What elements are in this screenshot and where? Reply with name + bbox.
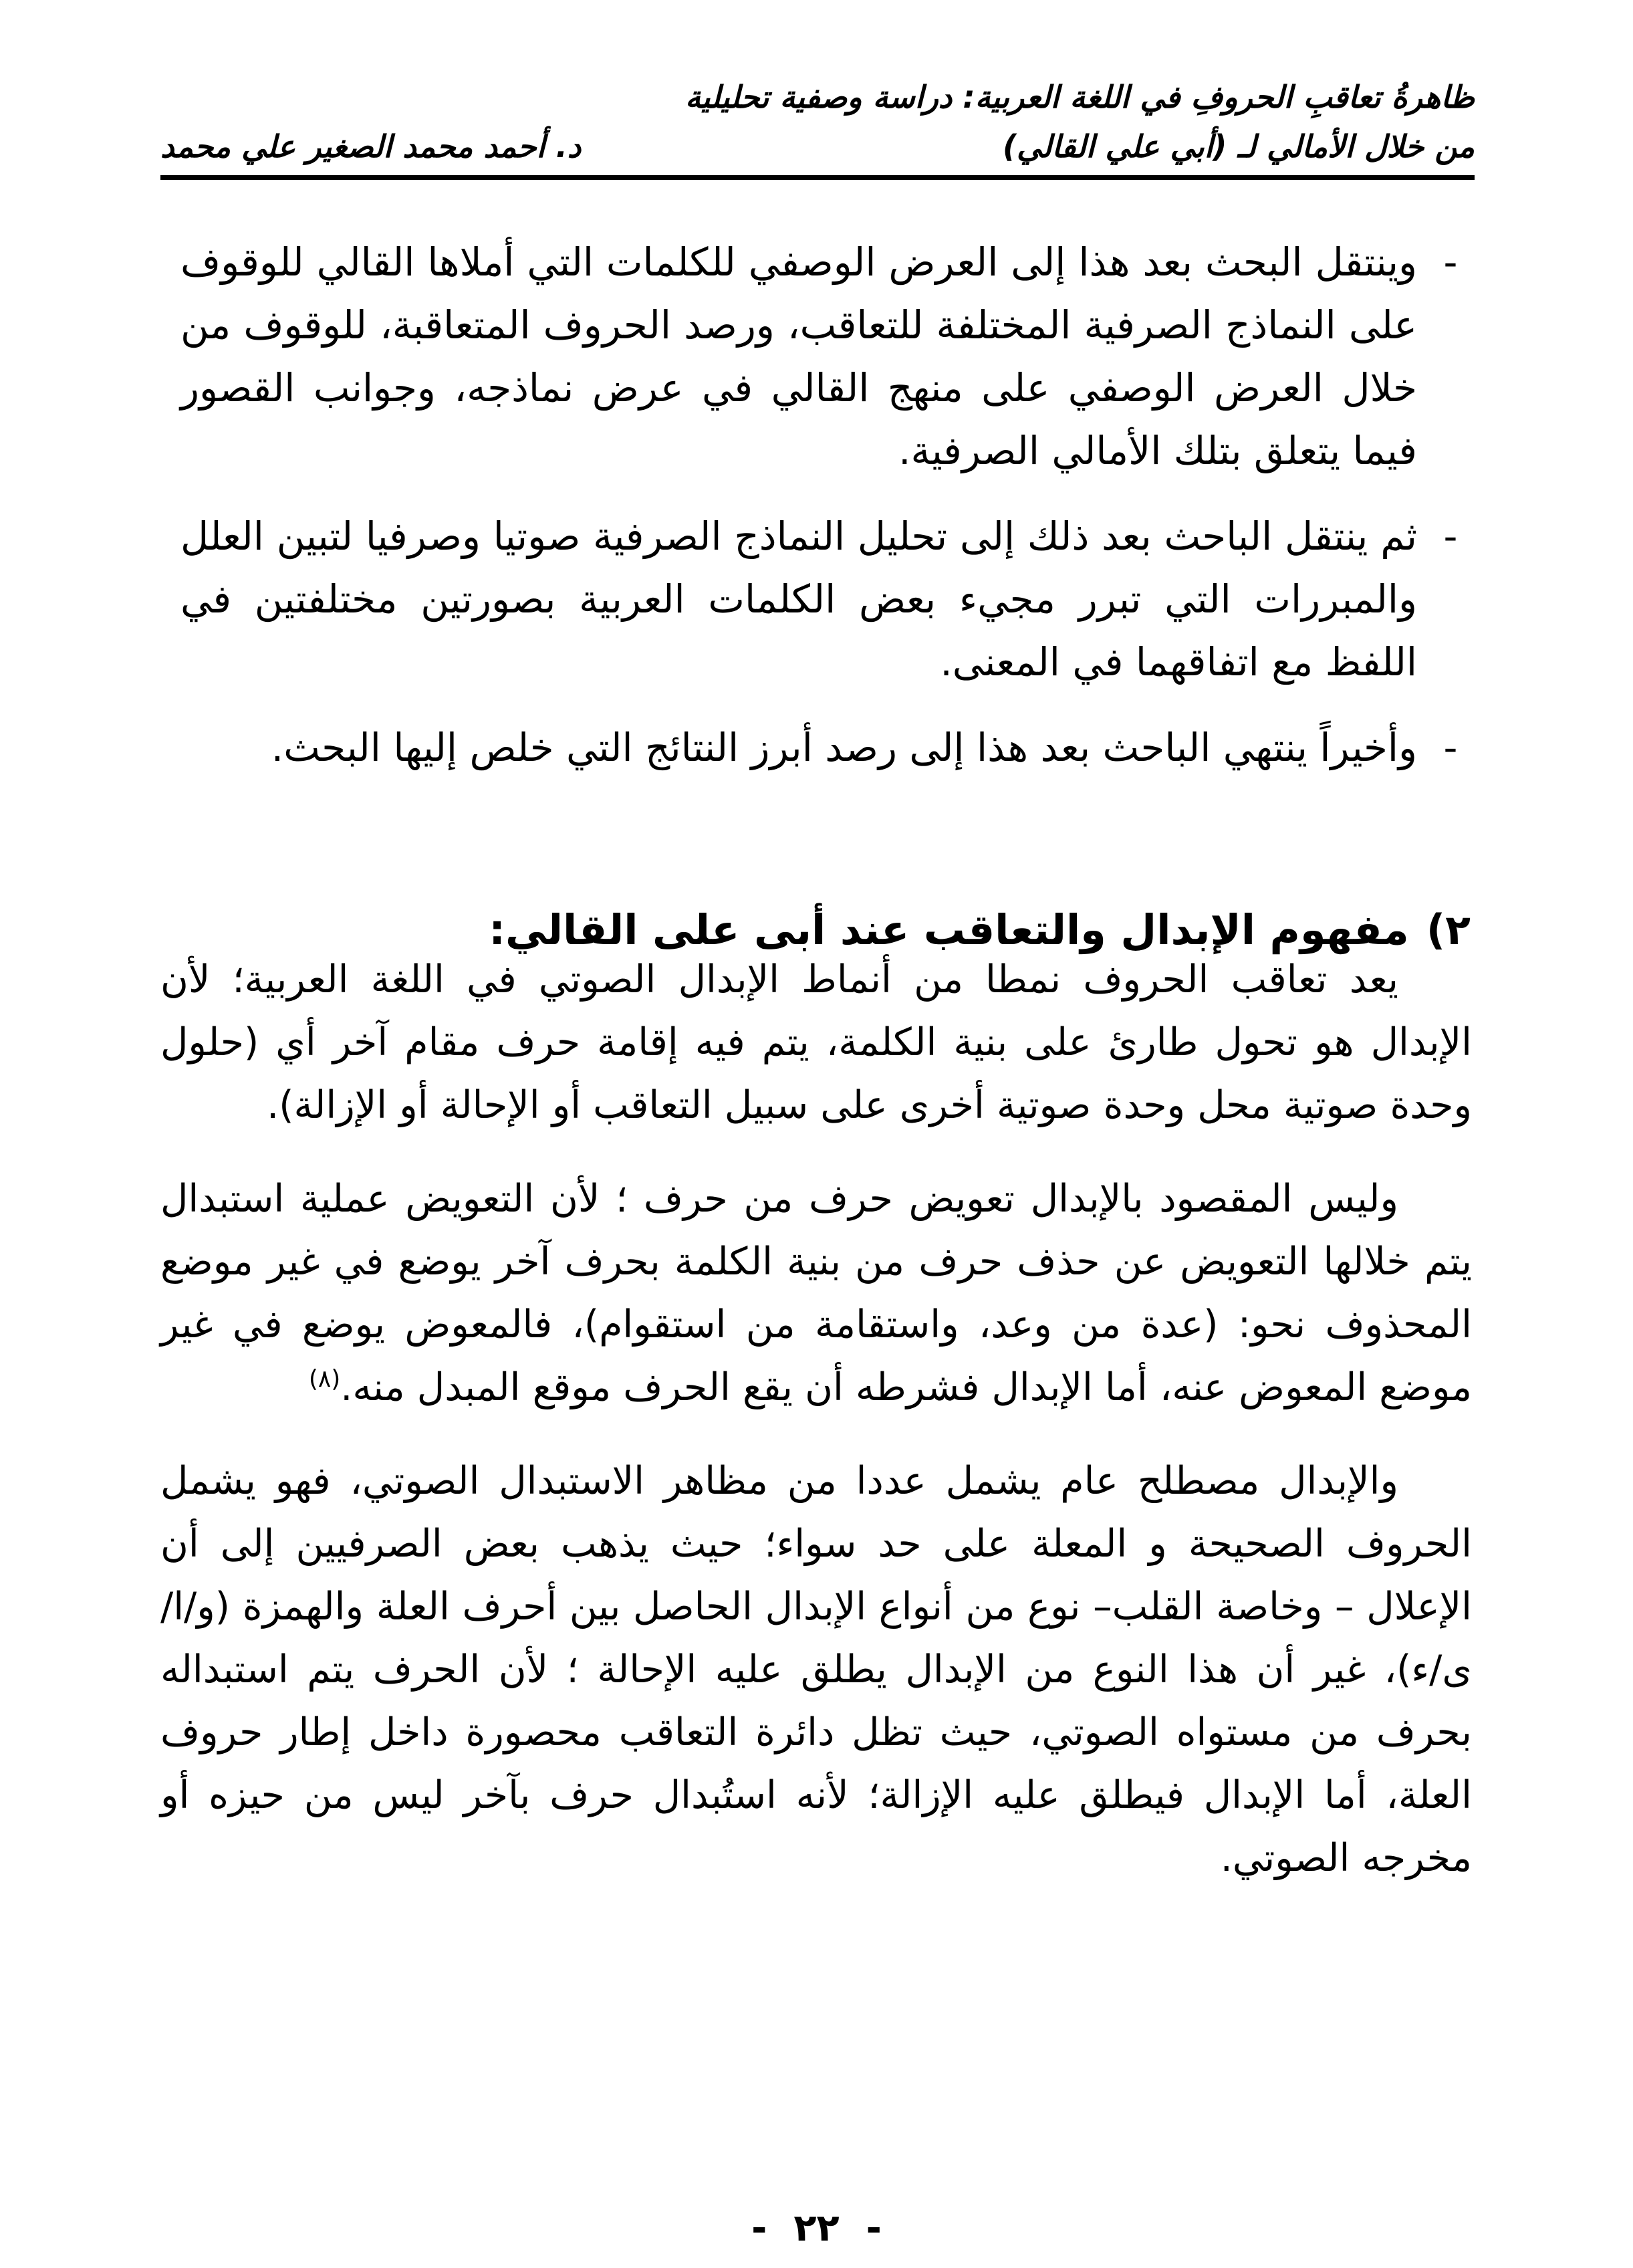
bullet-dash: -: [1443, 239, 1458, 285]
body-text: [160, 948, 1472, 1920]
bullet-text: وأخيراً ينتهي الباحث بعد هذا إلى رصد أبرز النتائج التي خلص إليها البحث.: [271, 725, 1417, 770]
bullet-text: ثم ينتقل الباحث بعد ذلك إلى تحليل النماذج الصرفية صوتيا وصرفيا لتبين العلل والمبررات التي تبرر مجيء بعض الكلمات العربية بصورتين مختلفتين في اللفظ مع اتفاقهما في المعنى.: [180, 514, 1417, 685]
bullet-item: [180, 716, 1471, 779]
header-subtitle: من خلال الأمالي لـ (أبي علي القالي): [1003, 128, 1475, 164]
bullet-list: [180, 231, 1471, 802]
header-author: د. أحمد محمد الصغير علي محمد: [160, 128, 582, 164]
section-title: مفهوم الإبدال والتعاقب عند أبى على القالي:: [489, 905, 1409, 955]
bullet-text: وينتقل البحث بعد هذا إلى العرض الوصفي للكلمات التي أملاها القالي للوقوف على النماذج الصرفية المختلفة للتعاقب، ورصد الحروف المتعاقبة، للوقوف من خلال العرض الوصفي على منهج القالي في عرض نماذجه، وجوانب القصور فيما يتعلق بتلك الأمالي الصرفية.: [180, 239, 1417, 473]
paragraph: [160, 1167, 1472, 1419]
page-number: [0, 2206, 1633, 2250]
bullet-item: [180, 505, 1471, 693]
header-subtitle-row: [160, 128, 1475, 168]
bullet-dash: -: [1443, 725, 1458, 770]
bullet-dash: -: [1443, 514, 1458, 559]
page-number-dash: -: [751, 2206, 767, 2250]
paragraph-text: والإبدال مصطلح عام يشمل عددا من مظاهر الاستبدال الصوتي، فهو يشمل الحروف الصحيحة و المعلة على حد سواء؛ حيث يذهب بعض الصرفيين إلى أن الإعلال – وخاصة القلب– نوع من أنواع الإبدال الحاصل بين أحرف العلة والهمزة (و/ا/ى/ء)، غير أن هذا النوع من الإبدال يطلق عليه الإحالة ؛ لأن الحرف يتم استبداله بحرف من مستواه الصوتي، حيث تظل دائرة التعاقب محصورة داخل إطار حروف العلة، أما الإبدال فيطلق عليه الإزالة؛ لأنه استُبدال حرف بآخر ليس من حيزه أو مخرجه الصوتي.: [160, 1459, 1472, 1880]
footnote-ref[interactable]: (٨): [308, 1365, 341, 1393]
paragraph-text: وليس المقصود بالإبدال تعويض حرف من حرف ؛ لأن التعويض عملية استبدال يتم خلالها التعويض عن حذف حرف من بنية الكلمة بحرف آخر يوضع في غير موضع المحذوف نحو: (عدة من وعد، واستقامة من استقوام)، فالمعوض يوضع في غير موضع المعوض عنه، أما الإبدال فشرطه أن يقع الحرف موقع المبدل منه.: [160, 1177, 1472, 1409]
header-title: ظاهرةُ تعاقبِ الحروفِ في اللغة العربية: دراسة وصفية تحليلية: [685, 79, 1475, 115]
paragraph: [160, 1450, 1472, 1890]
page-number-value: ٢٢: [793, 2206, 840, 2250]
paragraph: [160, 948, 1472, 1137]
bullet-item: [180, 231, 1471, 482]
running-header: [160, 79, 1475, 179]
page-number-dash: -: [866, 2206, 882, 2250]
paragraph-text: يعد تعاقب الحروف نمطا من أنماط الإبدال الصوتي في اللغة العربية؛ لأن الإبدال هو تحول طارئ على بنية الكلمة، يتم فيه إقامة حرف مقام آخر أي (حلول وحدة صوتية محل وحدة صوتية أخرى على سبيل التعاقب أو الإحالة أو الإزالة).: [160, 957, 1472, 1127]
header-rule: [160, 175, 1475, 180]
section-number: ٢): [1426, 905, 1471, 955]
